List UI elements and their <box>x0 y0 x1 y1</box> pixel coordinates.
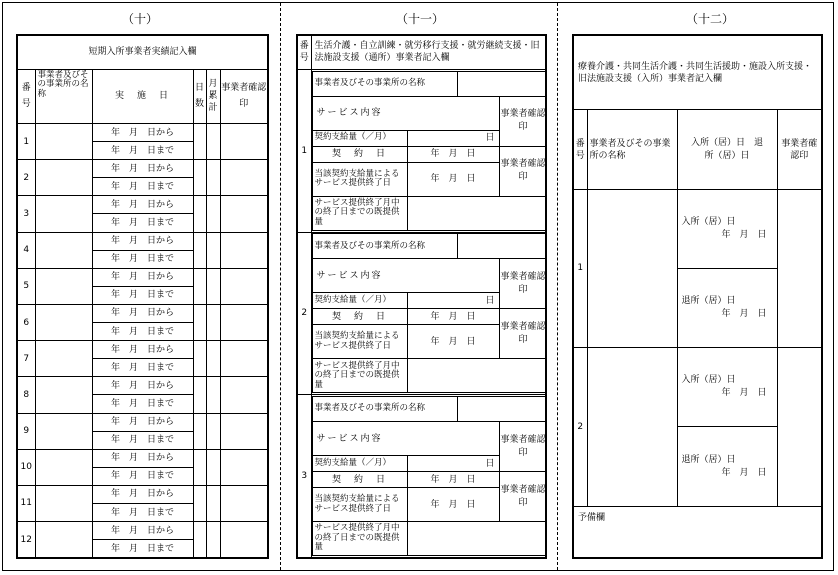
days-cell[interactable] <box>193 232 206 268</box>
entry-table <box>312 71 547 231</box>
amount-day[interactable]: 日 <box>407 456 499 472</box>
date-from[interactable]: 年 月 日から <box>92 124 193 142</box>
days-cell[interactable] <box>193 413 206 449</box>
provided-date[interactable]: 年 月 日 <box>407 325 499 359</box>
entry-block <box>311 69 546 232</box>
seal-cell[interactable] <box>220 232 268 268</box>
contract-label: 契 約 日 <box>312 309 407 325</box>
short-stay-table <box>16 34 269 559</box>
days-cell[interactable] <box>193 304 206 340</box>
days-cell[interactable] <box>193 377 206 413</box>
date-to[interactable]: 年 月 日まで <box>92 540 193 558</box>
entry-number: 2 <box>297 232 311 395</box>
out-date[interactable]: 年 月 日 <box>721 309 767 320</box>
monthly-cell[interactable] <box>206 522 220 558</box>
operator-cell[interactable] <box>35 124 92 160</box>
operator-cell[interactable] <box>35 522 92 558</box>
date-from[interactable]: 年 月 日から <box>92 268 193 286</box>
in-label: 入所（居）日 <box>681 375 736 386</box>
entry-block <box>311 232 546 395</box>
operator-label: 事業者及びその事業所の名称 <box>312 397 457 422</box>
monthly-cell[interactable] <box>206 485 220 521</box>
amount-label: 契約支給量（／月） <box>312 130 407 146</box>
operator-cell[interactable] <box>587 348 677 507</box>
provided-label: 当該契約支給量によるサービス提供終了日 <box>312 162 407 196</box>
monthly-cell[interactable] <box>206 160 220 196</box>
days-cell[interactable] <box>193 268 206 304</box>
out-label: 退所（居）日 <box>681 296 736 307</box>
header-confirm: 事業者確認印 <box>777 110 822 189</box>
residential-table <box>572 34 823 559</box>
monthly-cell[interactable] <box>206 449 220 485</box>
days-cell[interactable] <box>193 124 206 160</box>
out-label: 退所（居）日 <box>681 454 736 465</box>
days-cell[interactable] <box>193 485 206 521</box>
date-from[interactable]: 年 月 日から <box>92 232 193 250</box>
panel-divider <box>557 3 558 570</box>
header-operator: 事業者及びその事業所の名称 <box>587 110 677 189</box>
entry-number: 3 <box>297 395 311 558</box>
used-label: サービス提供終了月中の終了日までの既提供量 <box>312 196 407 230</box>
contract-date[interactable]: 年 月 日 <box>407 472 499 488</box>
provided-label: 当該契約支給量によるサービス提供終了日 <box>312 488 407 522</box>
amount-day[interactable]: 日 <box>407 130 499 146</box>
operator-cell[interactable] <box>35 304 92 340</box>
used-value[interactable] <box>407 196 546 230</box>
operator-cell[interactable] <box>35 413 92 449</box>
in-date-cell[interactable] <box>677 348 777 427</box>
seal-cell[interactable] <box>220 160 268 196</box>
date-from[interactable]: 年 月 日から <box>92 160 193 178</box>
seal-cell[interactable] <box>220 124 268 160</box>
date-to[interactable]: 年 月 日まで <box>92 142 193 160</box>
days-cell[interactable] <box>193 522 206 558</box>
operator-cell[interactable] <box>35 268 92 304</box>
contract-label: 契 約 日 <box>312 472 407 488</box>
date-to[interactable]: 年 月 日まで <box>92 503 193 521</box>
operator-cell[interactable] <box>35 485 92 521</box>
row-number: 8 <box>17 377 35 413</box>
out-date-cell[interactable] <box>677 427 777 506</box>
seal-cell[interactable] <box>220 485 268 521</box>
entry-number: 1 <box>573 189 587 348</box>
out-date[interactable]: 年 月 日 <box>721 467 767 478</box>
entry-block <box>311 395 546 558</box>
service-label: サービス内容 <box>312 96 499 130</box>
provided-date[interactable]: 年 月 日 <box>407 162 499 196</box>
in-date[interactable]: 年 月 日 <box>721 388 767 399</box>
date-to[interactable]: 年 月 日まで <box>92 431 193 449</box>
date-to[interactable]: 年 月 日まで <box>92 286 193 304</box>
date-from[interactable]: 年 月 日から <box>92 522 193 540</box>
row-number: 6 <box>17 304 35 340</box>
monthly-cell[interactable] <box>206 304 220 340</box>
panel-number: （十一） <box>395 12 444 26</box>
panel-divider <box>280 3 281 570</box>
seal-label: 事業者確認印 <box>499 472 546 522</box>
seal-cell[interactable] <box>220 413 268 449</box>
operator-cell[interactable] <box>35 449 92 485</box>
day-service-table <box>296 34 547 559</box>
row-number: 7 <box>17 341 35 377</box>
contract-label: 契 約 日 <box>312 146 407 162</box>
operator-cell[interactable] <box>35 196 92 232</box>
operator-value[interactable] <box>457 71 546 96</box>
entry-number: 1 <box>297 69 311 232</box>
used-value[interactable] <box>407 359 546 393</box>
in-date[interactable]: 年 月 日 <box>721 229 767 240</box>
header-no: 番号 <box>297 35 311 69</box>
seal-label: 事業者確認印 <box>499 309 546 359</box>
seal-cell[interactable] <box>777 348 822 507</box>
date-to[interactable]: 年 月 日まで <box>92 214 193 232</box>
entry-table <box>312 233 547 393</box>
service-label: サービス内容 <box>312 422 499 456</box>
seal-label: 事業者確認印 <box>499 259 546 309</box>
row-number: 5 <box>17 268 35 304</box>
seal-cell[interactable] <box>777 189 822 348</box>
entry-number: 2 <box>573 348 587 507</box>
header-monthly: 月累計 <box>206 69 220 123</box>
service-label: サービス内容 <box>312 259 499 293</box>
row-number: 9 <box>17 413 35 449</box>
seal-cell[interactable] <box>220 341 268 377</box>
date-from[interactable]: 年 月 日から <box>92 449 193 467</box>
days-cell[interactable] <box>193 160 206 196</box>
header-no: 番号 <box>17 69 35 123</box>
date-to[interactable]: 年 月 日まで <box>92 467 193 485</box>
header-operator: 事業者及びその事業所の名称 <box>35 69 92 123</box>
in-label: 入所（居）日 <box>681 216 736 227</box>
table-title: 短期入所事業者実績記入欄 <box>17 35 268 69</box>
days-cell[interactable] <box>193 341 206 377</box>
in-date-cell[interactable] <box>677 189 777 268</box>
monthly-cell[interactable] <box>206 268 220 304</box>
header-period: 実 施 日 <box>92 69 193 123</box>
row-number: 3 <box>17 196 35 232</box>
monthly-cell[interactable] <box>206 377 220 413</box>
date-to[interactable]: 年 月 日まで <box>92 250 193 268</box>
monthly-cell[interactable] <box>206 196 220 232</box>
used-label: サービス提供終了月中の終了日までの既提供量 <box>312 522 407 556</box>
seal-cell[interactable] <box>220 304 268 340</box>
seal-label: 事業者確認印 <box>499 146 546 196</box>
header-confirm: 事業者確認印 <box>220 69 268 123</box>
used-label: サービス提供終了月中の終了日までの既提供量 <box>312 359 407 393</box>
seal-label: 事業者確認印 <box>499 96 546 146</box>
table-title: 生活介護・自立訓練・就労移行支援・就労継続支援・旧法施設支援（通所）事業者記入欄 <box>311 35 546 69</box>
date-from[interactable]: 年 月 日から <box>92 304 193 322</box>
entry-table <box>312 396 547 556</box>
operator-value[interactable] <box>457 234 546 259</box>
seal-cell[interactable] <box>220 377 268 413</box>
date-from[interactable]: 年 月 日から <box>92 196 193 214</box>
provided-label: 当該契約支給量によるサービス提供終了日 <box>312 325 407 359</box>
amount-label: 契約支給量（／月） <box>312 456 407 472</box>
amount-day[interactable]: 日 <box>407 293 499 309</box>
operator-cell[interactable] <box>35 232 92 268</box>
monthly-cell[interactable] <box>206 232 220 268</box>
out-date-cell[interactable] <box>677 268 777 347</box>
operator-label: 事業者及びその事業所の名称 <box>312 234 457 259</box>
row-number: 4 <box>17 232 35 268</box>
date-from[interactable]: 年 月 日から <box>92 485 193 503</box>
row-number: 12 <box>17 522 35 558</box>
operator-label: 事業者及びその事業所の名称 <box>312 71 457 96</box>
header-no: 番号 <box>573 110 587 189</box>
panel-number: （十） <box>121 12 158 26</box>
header-inout: 入所（居）日 退所（居）日 <box>677 110 777 189</box>
header-days: 日数 <box>193 69 206 123</box>
date-from[interactable]: 年 月 日から <box>92 341 193 359</box>
days-cell[interactable] <box>193 196 206 232</box>
monthly-cell[interactable] <box>206 413 220 449</box>
seal-label: 事業者確認印 <box>499 422 546 472</box>
date-from[interactable]: 年 月 日から <box>92 413 193 431</box>
amount-label: 契約支給量（／月） <box>312 293 407 309</box>
operator-cell[interactable] <box>35 341 92 377</box>
contract-date[interactable]: 年 月 日 <box>407 309 499 325</box>
monthly-cell[interactable] <box>206 124 220 160</box>
date-to[interactable]: 年 月 日まで <box>92 178 193 196</box>
date-to[interactable]: 年 月 日まで <box>92 359 193 377</box>
seal-cell[interactable] <box>220 449 268 485</box>
row-number: 1 <box>17 124 35 160</box>
used-value[interactable] <box>407 522 546 556</box>
operator-cell[interactable] <box>35 377 92 413</box>
days-cell[interactable] <box>193 449 206 485</box>
provided-date[interactable]: 年 月 日 <box>407 488 499 522</box>
contract-date[interactable]: 年 月 日 <box>407 146 499 162</box>
seal-cell[interactable] <box>220 522 268 558</box>
seal-cell[interactable] <box>220 196 268 232</box>
date-to[interactable]: 年 月 日まで <box>92 395 193 413</box>
row-number: 10 <box>17 449 35 485</box>
notes-area: 予備欄 <box>573 506 822 558</box>
operator-value[interactable] <box>457 397 546 422</box>
operator-cell[interactable] <box>587 189 677 348</box>
row-number: 2 <box>17 160 35 196</box>
seal-cell[interactable] <box>220 268 268 304</box>
panel-number: （十二） <box>685 12 734 26</box>
monthly-cell[interactable] <box>206 341 220 377</box>
date-to[interactable]: 年 月 日まで <box>92 323 193 341</box>
row-number: 11 <box>17 485 35 521</box>
date-from[interactable]: 年 月 日から <box>92 377 193 395</box>
operator-cell[interactable] <box>35 160 92 196</box>
table-title: 療養介護・共同生活介護・共同生活援助・施設入所支援・旧法施設支援（入所）事業者記入欄 <box>573 35 822 110</box>
